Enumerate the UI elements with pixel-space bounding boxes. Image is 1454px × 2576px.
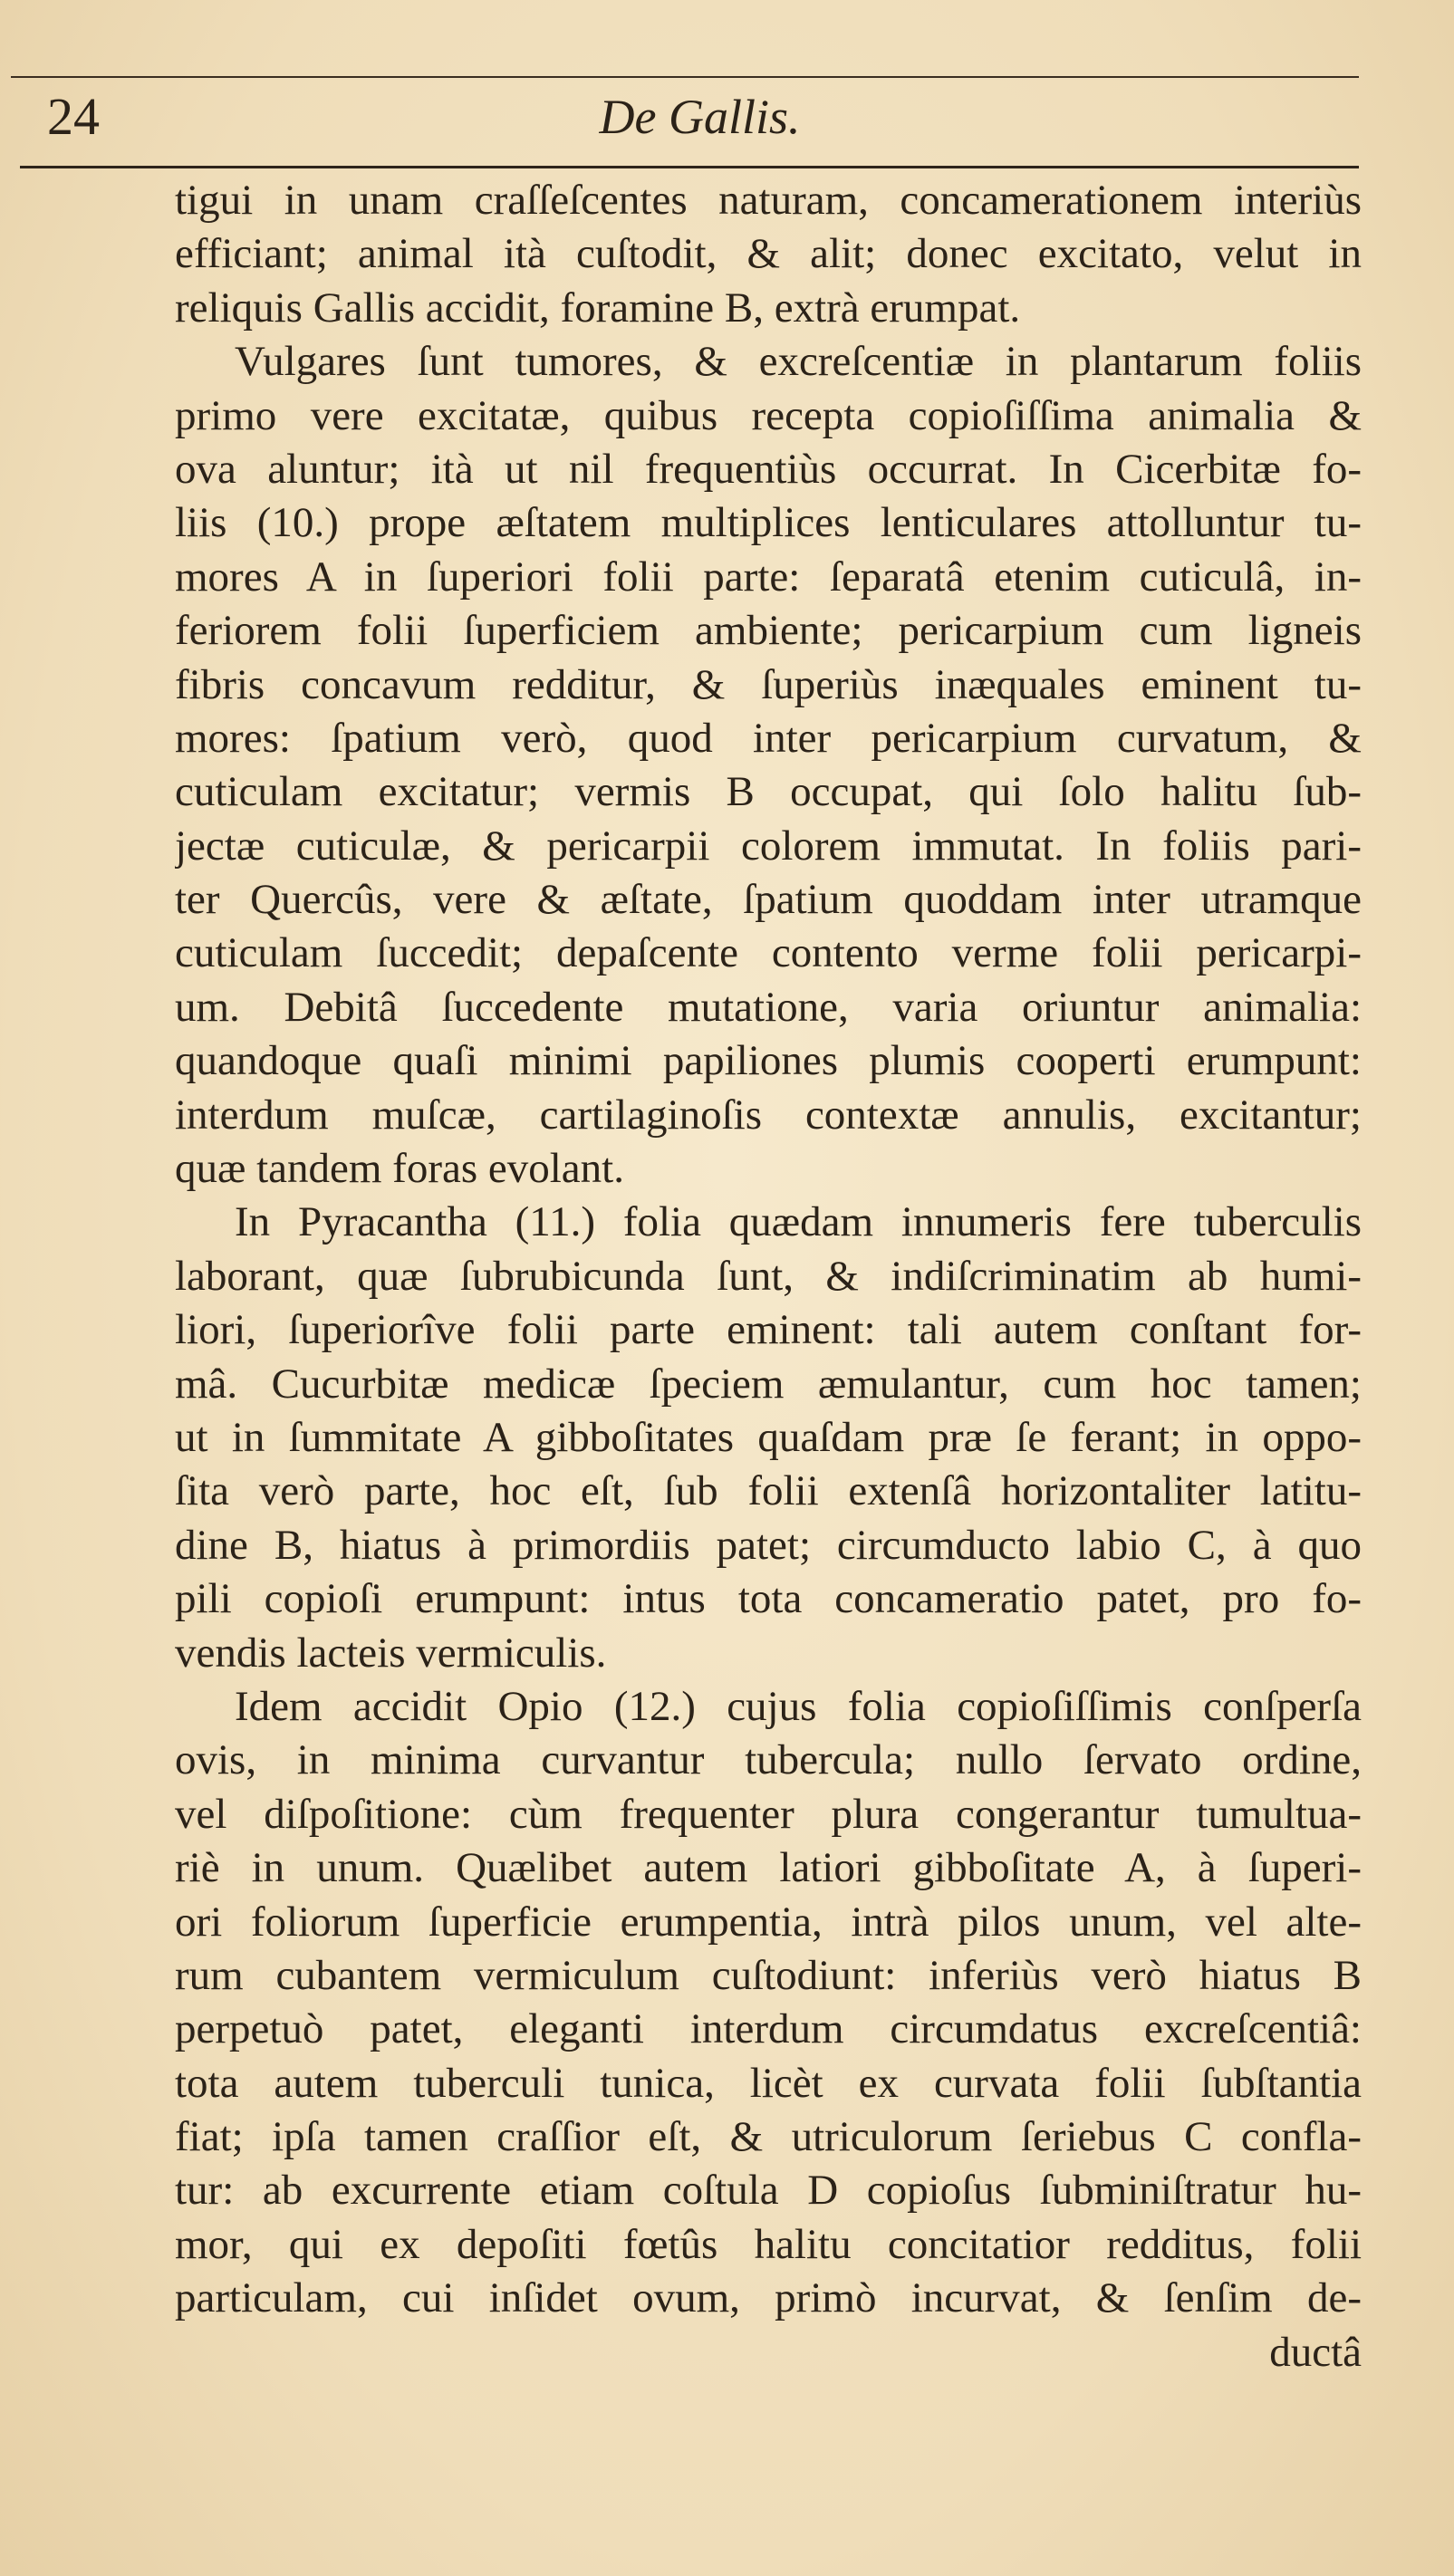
text-line: feriorem folii ſuperficiem ambiente; pericarpium cum ligneis [175, 607, 1362, 655]
text-line: mâ. Cucurbitæ medicæ ſpeciem æmulantur, cum hoc tamen; [175, 1360, 1362, 1408]
text-line: um. Debitâ ſuccedente mutatione, varia oriuntur animalia: [175, 983, 1362, 1031]
text-line: ori foliorum ſuperficie erumpentia, intrà pilos unum, vel alte- [175, 1898, 1362, 1946]
text-line: ſita verò parte, hoc eſt, ſub folii extenſâ horizontaliter latitu- [175, 1467, 1362, 1515]
text-line: rum cubantem vermiculum cuſtodiunt: inferiùs verò hiatus B [175, 1951, 1362, 1999]
text-line: tota autem tuberculi tunica, licèt ex curvata folii ſubſtantia [175, 2059, 1362, 2107]
text-line: primo vere excitatæ, quibus recepta copioſiſſima animalia & [175, 391, 1362, 439]
text-line: In Pyracantha (11.) folia quædam innumeris fere tuberculis [235, 1198, 1362, 1246]
page-number: 24 [47, 87, 100, 146]
text-line: pili copioſi erumpunt: intus tota concameratio patet, pro fo- [175, 1575, 1362, 1623]
text-line: fibris concavum redditur, & ſuperiùs inæquales eminent tu- [175, 660, 1362, 708]
text-line: fiat; ipſa tamen craſſior eſt, & utriculorum ſeriebus C confla- [175, 2113, 1362, 2161]
text-line: particulam, cui inſidet ovum, primò incurvat, & ſenſim de- [175, 2274, 1362, 2322]
text-line: quæ tandem foras evolant. [175, 1145, 624, 1193]
running-title: De Gallis. [599, 90, 801, 144]
text-line: liori, ſuperiorîve folii parte eminent: tali autem conſtant for- [175, 1306, 1362, 1354]
text-line: tigui in unam craſſeſcentes naturam, concamerationem interiùs [175, 177, 1362, 224]
text-line: quandoque quaſi minimi papiliones plumis cooperti erumpunt: [175, 1037, 1362, 1085]
text-line: tur: ab excurrente etiam coſtula D copioſus ſubminiſtratur hu- [175, 2167, 1362, 2215]
top-rule [11, 76, 1359, 78]
text-line: Vulgares ſunt tumores, & excreſcentiæ in plantarum foliis [235, 338, 1362, 386]
text-line: vel diſpoſitione: cùm frequenter plura congerantur tumultua- [175, 1790, 1362, 1838]
text-line: Idem accidit Opio (12.) cujus folia copioſiſſimis conſperſa [235, 1682, 1362, 1730]
text-line: liis (10.) prope æſtatem multiplices lenticulares attolluntur tu- [175, 499, 1362, 547]
text-line: interdum muſcæ, cartilaginoſis contextæ annulis, excitantur; [175, 1091, 1362, 1139]
text-line: perpetuò patet, eleganti interdum circumdatus excreſcentiâ: [175, 2005, 1362, 2053]
body-text [175, 174, 1362, 2379]
text-line: mores A in ſuperiori folii parte: ſeparatâ etenim cuticulâ, in- [175, 553, 1362, 601]
text-line: mor, qui ex depoſiti fœtûs halitu concitatior redditus, folii [175, 2220, 1362, 2268]
header-rule [20, 166, 1359, 168]
text-line: cuticulam ſuccedit; depaſcente contento verme folii pericarpi- [175, 929, 1362, 977]
text-line: ter Quercûs, vere & æſtate, ſpatium quoddam inter utramque [175, 876, 1362, 924]
text-line: efficiant; animal ità cuſtodit, & alit; donec excitato, velut in [175, 230, 1362, 278]
text-line: ductâ [1269, 2328, 1362, 2376]
text-line: ova aluntur; ità ut nil frequentiùs occurrat. In Cicerbitæ fo- [175, 445, 1362, 493]
text-line: ut in ſummitate A gibboſitates quaſdam præ ſe ferant; in oppo- [175, 1413, 1362, 1461]
text-line: laborant, quæ ſubrubicunda ſunt, & indiſcriminatim ab humi- [175, 1252, 1362, 1300]
text-line: reliquis Gallis accidit, foramine B, extrà erumpat. [175, 284, 1021, 332]
text-line: vendis lacteis vermiculis. [175, 1629, 607, 1677]
text-line: jectæ cuticulæ, & pericarpii colorem immutat. In foliis pari- [175, 822, 1362, 870]
text-line: cuticulam excitatur; vermis B occupat, qui ſolo halitu ſub- [175, 768, 1362, 816]
text-line: riè in unum. Quælibet autem latiori gibboſitate A, à ſuperi- [175, 1844, 1362, 1892]
text-line: dine B, hiatus à primordiis patet; circumducto labio C, à quo [175, 1521, 1362, 1569]
text-line: ovis, in minima curvantur tubercula; nullo ſervato ordine, [175, 1736, 1362, 1784]
text-line: mores: ſpatium verò, quod inter pericarpium curvatum, & [175, 714, 1362, 762]
